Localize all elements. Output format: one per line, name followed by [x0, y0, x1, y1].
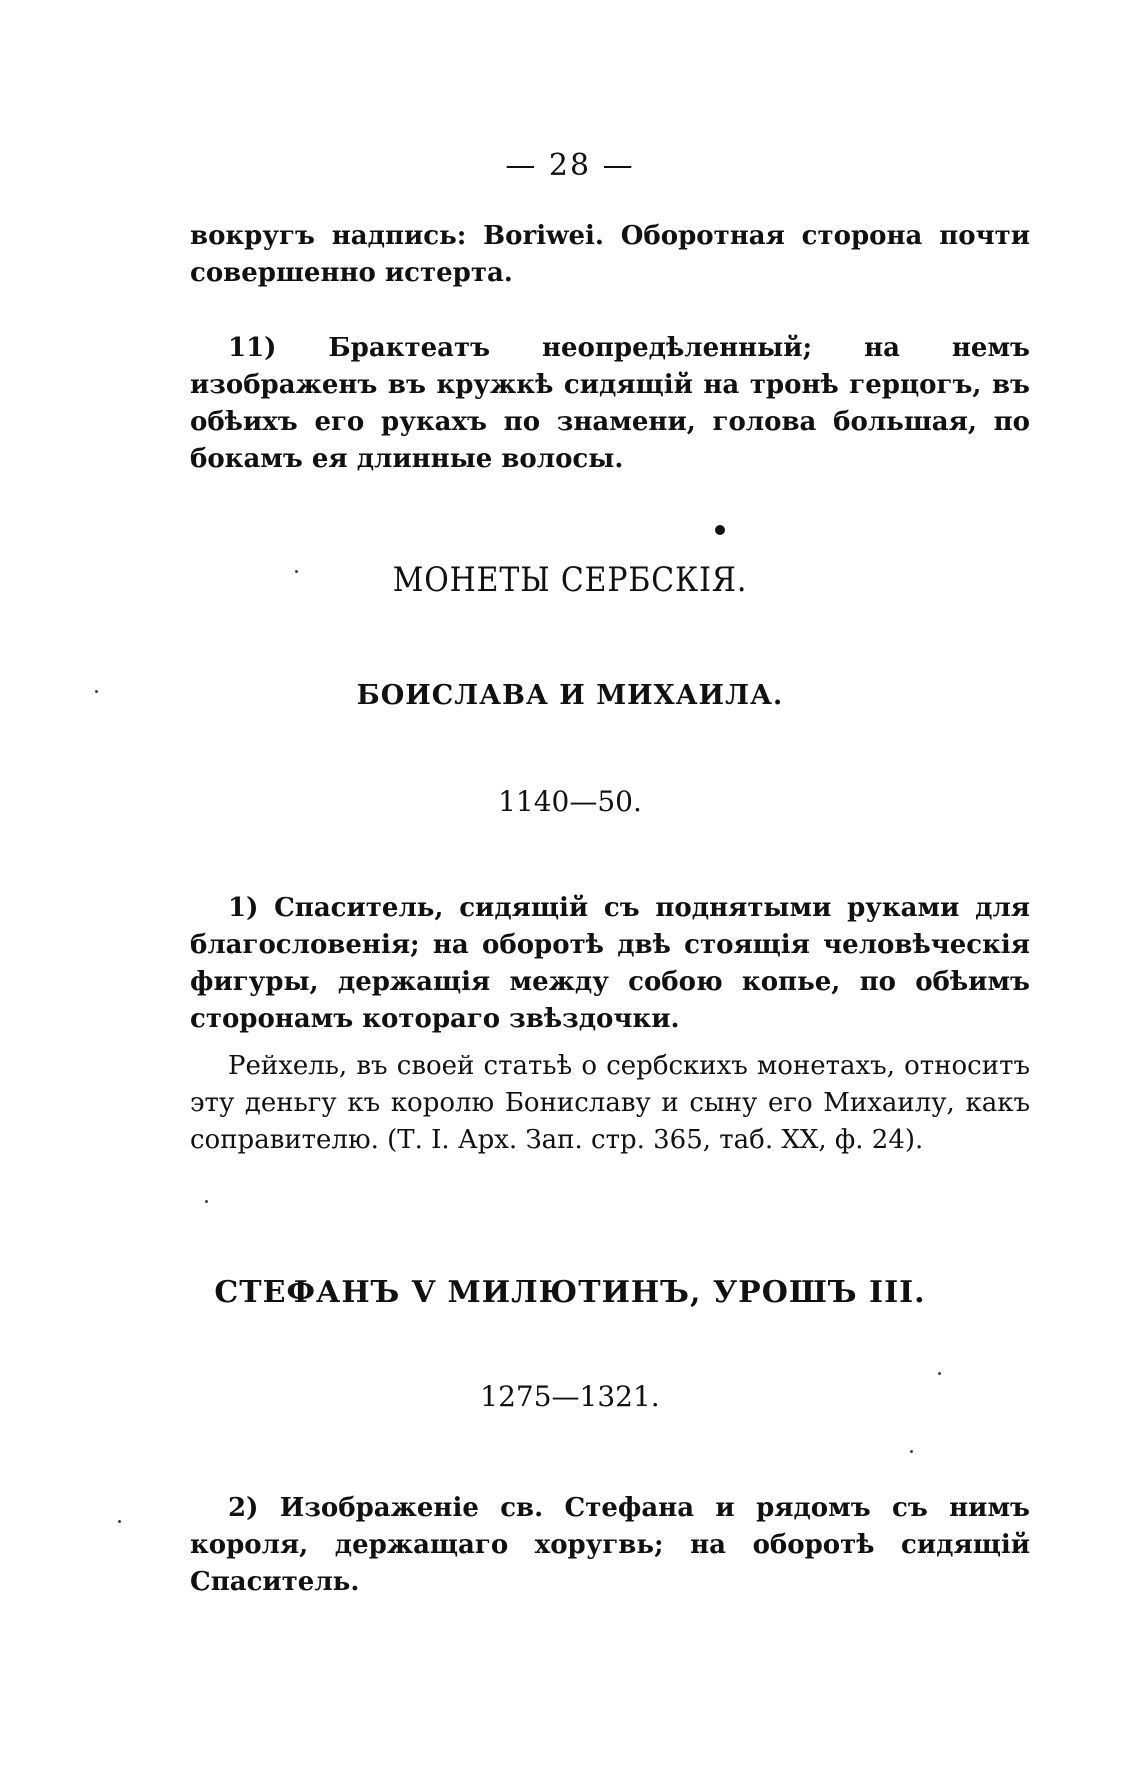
rulers-date: 1140—50.	[498, 785, 642, 818]
item-11-paragraph: 11) Брактеатъ неопредѣленный; на немъ изображенъ въ кружкѣ сидящій на тронѣ герцогъ, въ обѣихъ его рукахъ по знамени, голова большая, по бокамъ ея длинные волосы.	[190, 333, 1030, 474]
item-2-block	[190, 1490, 1030, 1601]
reichel-note-block	[190, 1048, 1030, 1159]
intro-paragraph: вокругъ надпись: Boriwei. Оборотная сторона почти совершенно истерта.	[190, 221, 1030, 288]
scan-speck	[205, 1200, 208, 1203]
item-11-block	[190, 330, 1030, 478]
page-number: — 28 —	[505, 148, 635, 183]
item-1-block	[190, 890, 1030, 1038]
reichel-note-paragraph: Рейхель, въ своей статьѣ о сербскихъ монетахъ, относитъ эту деньгу къ королю Бониславу и сыну его Михаилу, какъ соправителю. (Т. I. Арх. Зап. стр. 365, таб. XX, ф. 24).	[190, 1051, 1030, 1155]
scan-speck	[95, 690, 98, 693]
rulers-title: БОИСЛАВА И МИХАИЛА.	[356, 680, 784, 711]
stefan-date: 1275—1321.	[480, 1380, 660, 1413]
scan-speck	[295, 570, 298, 573]
stray-dot	[715, 525, 725, 535]
stefan-title: СТЕФАНЪ V МИЛЮТИНЪ, УРОШЪ III.	[214, 1275, 926, 1310]
item-2-paragraph: 2) Изображеніе св. Стефана и рядомъ съ нимъ короля, держащаго хоругвь; на оборотѣ сидящій Спаситель.	[190, 1493, 1030, 1597]
item-1-paragraph: 1) Спаситель, сидящій съ поднятыми руками для благословенія; на оборотѣ двѣ стоящія человѣческія фигуры, держащія между собою копье, по обѣимъ сторонамъ котораго звѣздочки.	[190, 893, 1030, 1034]
intro-paragraph-block	[190, 218, 1030, 292]
scan-speck	[938, 1372, 941, 1375]
scan-speck	[118, 1520, 121, 1523]
scan-speck	[910, 1450, 913, 1453]
section-title-serbian-coins: МОНЕТЫ СЕРБСКІЯ.	[392, 560, 748, 600]
